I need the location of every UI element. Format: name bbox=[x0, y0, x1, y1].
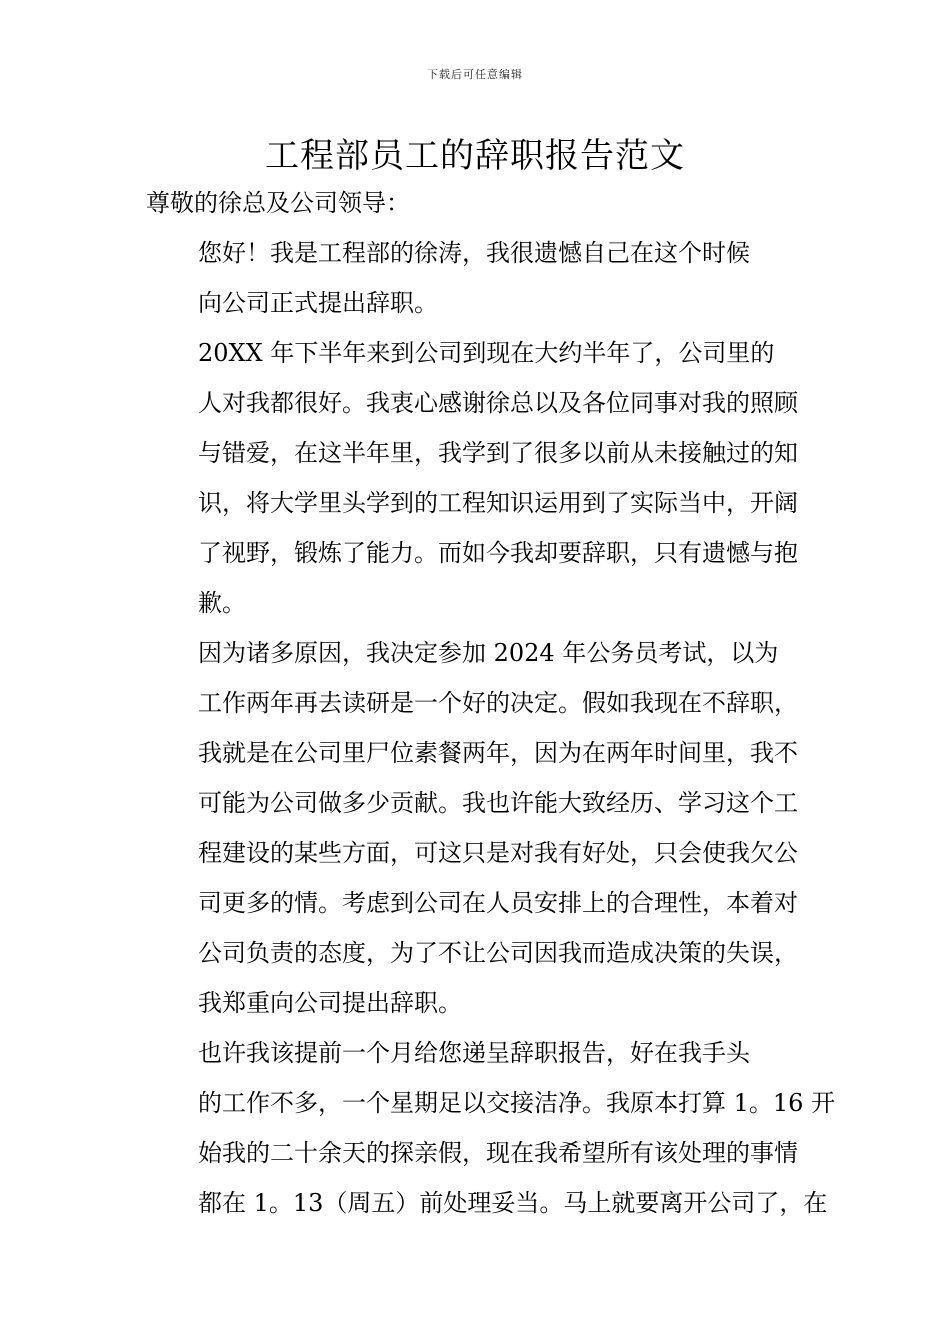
paragraph-line: 工作两年再去读研是一个好的决定。假如我现在不辞职， bbox=[198, 689, 798, 717]
paragraph-line: 与错爱，在这半年里，我学到了很多以前从未接触过的知 bbox=[198, 439, 798, 467]
paragraph-greeting bbox=[146, 228, 806, 328]
document-title: 工程部员工的辞职报告范文 bbox=[265, 136, 685, 176]
page-header-note: 下载后可任意编辑 bbox=[427, 68, 523, 81]
paragraph-line: 都在 1。13（周五）前处理妥当。马上就要离开公司了，在 bbox=[198, 1189, 828, 1217]
document-body bbox=[146, 178, 836, 1228]
paragraph-line: 您好！我是工程部的徐涛，我很遗憾自己在这个时候 bbox=[198, 239, 750, 267]
paragraph-line: 始我的二十余天的探亲假，现在我希望所有该处理的事情 bbox=[198, 1139, 798, 1167]
paragraph-line: 我郑重向公司提出辞职。 bbox=[198, 989, 462, 1017]
paragraph-line: 歉。 bbox=[198, 589, 246, 617]
paragraph-line: 向公司正式提出辞职。 bbox=[198, 289, 438, 317]
paragraph-line: 人对我都很好。我衷心感谢徐总以及各位同事对我的照顾 bbox=[198, 389, 798, 417]
paragraph-line: 公司负责的态度，为了不让公司因我而造成决策的失误， bbox=[198, 939, 798, 967]
paragraph-line: 可能为公司做多少贡献。我也许能大致经历、学习这个工 bbox=[198, 789, 798, 817]
paragraph-line: 程建设的某些方面，可这只是对我有好处，只会使我欠公 bbox=[198, 839, 798, 867]
paragraph-line: 因为诸多原因，我决定参加 2024 年公务员考试，以为 bbox=[198, 639, 779, 667]
paragraph-line: 我就是在公司里尸位素餐两年，因为在两年时间里，我不 bbox=[198, 739, 798, 767]
paragraph-line: 也许我该提前一个月给您递呈辞职报告，好在我手头 bbox=[198, 1039, 750, 1067]
paragraph-line: 了视野，锻炼了能力。而如今我却要辞职，只有遗憾与抱 bbox=[198, 539, 798, 567]
paragraph-line: 的工作不多，一个星期足以交接洁净。我原本打算 1。16 开 bbox=[198, 1089, 836, 1117]
paragraph-handover bbox=[146, 1028, 836, 1228]
paragraph-line: 识，将大学里头学到的工程知识运用到了实际当中，开阔 bbox=[198, 489, 798, 517]
salutation: 尊敬的徐总及公司领导： bbox=[146, 189, 410, 217]
paragraph-gratitude bbox=[146, 328, 806, 628]
paragraph-reasons bbox=[146, 628, 806, 1028]
paragraph-line: 司更多的情。考虑到公司在人员安排上的合理性，本着对 bbox=[198, 889, 798, 917]
paragraph-line: 20XX 年下半年来到公司到现在大约半年了，公司里的 bbox=[198, 339, 775, 367]
